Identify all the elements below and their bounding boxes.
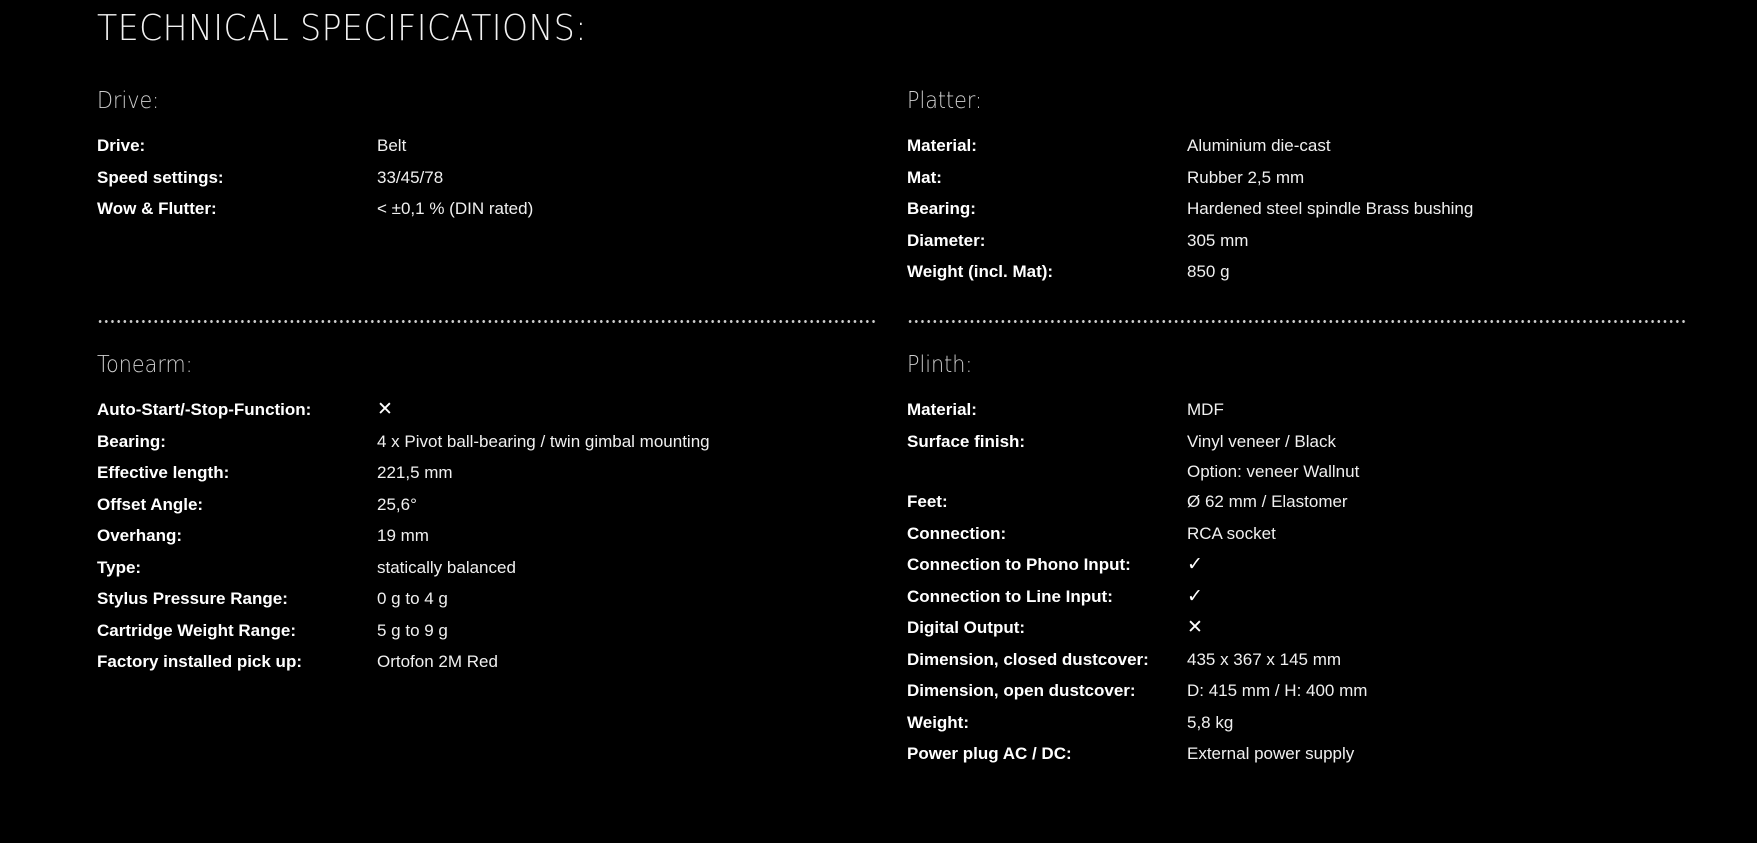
dotted-divider-right	[907, 320, 1687, 323]
spec-value: Ø 62 mm / Elastomer	[1187, 492, 1348, 511]
spec-row-surface-finish	[907, 426, 1697, 487]
spec-value: 5 g to 9 g	[377, 620, 448, 640]
spec-row-cartridge-weight-range	[97, 615, 887, 647]
spec-label: Wow & Flutter:	[97, 199, 217, 218]
section-heading-platter: Platter:	[907, 88, 983, 114]
spec-value-line-1: Vinyl veneer / Black	[1187, 431, 1336, 451]
spec-row-material	[907, 394, 1697, 426]
spec-label: Connection to Phono Input:	[907, 555, 1131, 574]
spec-row-connection	[907, 518, 1697, 550]
spec-value: 5,8 kg	[1187, 712, 1234, 732]
spec-row-auto-start-stop	[97, 394, 887, 426]
check-icon: ✓	[1187, 584, 1203, 607]
spec-value: External power supply	[1187, 744, 1355, 763]
spec-row-diameter	[907, 225, 1697, 257]
spec-row-weight-incl-mat	[907, 256, 1697, 288]
spec-row-speed-settings	[97, 162, 887, 194]
spec-label: Mat:	[907, 167, 942, 187]
spec-label: Cartridge Weight Range:	[97, 620, 296, 640]
spec-label: Weight (incl. Mat):	[907, 262, 1054, 281]
spec-label: Power plug AC / DC:	[907, 744, 1072, 763]
spec-value	[377, 394, 887, 426]
spec-label: Connection to Line Input:	[907, 586, 1113, 606]
spec-label: Connection:	[907, 523, 1007, 543]
plinth-section	[907, 352, 1697, 763]
tonearm-section	[97, 352, 887, 671]
spec-row-offset-angle	[97, 489, 887, 521]
spec-value: statically balanced	[377, 557, 516, 577]
spec-row-feet	[907, 486, 1697, 518]
section-heading-plinth: Plinth:	[907, 352, 973, 378]
spec-value: Rubber 2,5 mm	[1187, 167, 1305, 187]
spec-label: Feet:	[907, 492, 948, 511]
spec-row-connection-phono	[907, 549, 1697, 581]
spec-label: Drive:	[97, 136, 146, 155]
section-heading-drive: Drive:	[97, 88, 160, 114]
spec-row-weight	[907, 707, 1697, 739]
spec-value: 0 g to 4 g	[377, 589, 448, 608]
cross-icon: ✕	[1187, 616, 1203, 638]
spec-value	[1187, 581, 1697, 613]
spec-row-stylus-pressure-range	[97, 583, 887, 615]
spec-row-digital-output	[907, 612, 1697, 644]
spec-row-factory-pickup	[97, 646, 887, 678]
spec-label: Stylus Pressure Range:	[97, 589, 288, 608]
spec-row-drive	[97, 130, 887, 162]
spec-label: Speed settings:	[97, 167, 224, 187]
spec-value	[1187, 549, 1697, 581]
drive-spec-list	[97, 130, 887, 225]
spec-row-wow-flutter	[97, 193, 887, 225]
spec-row-power-plug	[907, 738, 1697, 770]
spec-value: MDF	[1187, 400, 1224, 419]
tonearm-spec-list	[97, 394, 887, 678]
dotted-divider-left	[97, 320, 877, 323]
platter-section	[907, 88, 1697, 281]
spec-value: Ortofon 2M Red	[377, 652, 498, 671]
spec-row-effective-length	[97, 457, 887, 489]
spec-value: < ±0,1 % (DIN rated)	[377, 199, 534, 218]
spec-value: 19 mm	[377, 526, 429, 545]
spec-row-dimension-closed	[907, 644, 1697, 676]
spec-value: Aluminium die-cast	[1187, 136, 1331, 155]
spec-row-bearing	[97, 426, 887, 458]
spec-label: Type:	[97, 557, 142, 577]
spec-value-line-2: Option: veneer Wallnut	[1187, 462, 1360, 481]
spec-value: 850 g	[1187, 262, 1230, 281]
spec-row-dimension-open	[907, 675, 1697, 707]
check-icon: ✓	[1187, 553, 1203, 575]
spec-row-overhang	[97, 520, 887, 552]
cross-icon: ✕	[377, 398, 393, 420]
spec-label: Material:	[907, 136, 977, 155]
plinth-spec-list	[907, 394, 1697, 770]
spec-label: Bearing:	[97, 431, 166, 451]
spec-label: Overhang:	[97, 526, 183, 545]
spec-value: 25,6°	[377, 494, 417, 514]
spec-label: Dimension, open dustcover:	[907, 681, 1136, 700]
spec-row-connection-line	[907, 581, 1697, 613]
spec-value: 33/45/78	[377, 167, 444, 187]
spec-row-type	[97, 552, 887, 584]
spec-value: 305 mm	[1187, 230, 1249, 250]
spec-label: Factory installed pick up:	[97, 652, 302, 671]
page-title: TECHNICAL SPECIFICATIONS:	[97, 8, 587, 49]
platter-spec-list	[907, 130, 1697, 288]
spec-row-mat	[907, 162, 1697, 194]
spec-value: Hardened steel spindle Brass bushing	[1187, 199, 1474, 218]
spec-label: Surface finish:	[907, 431, 1026, 451]
spec-label: Effective length:	[97, 463, 230, 482]
spec-label: Digital Output:	[907, 618, 1026, 637]
spec-row-bearing	[907, 193, 1697, 225]
spec-label: Dimension, closed dustcover:	[907, 649, 1149, 669]
spec-value	[1187, 426, 1697, 487]
section-heading-tonearm: Tonearm:	[97, 352, 193, 378]
spec-value: D: 415 mm / H: 400 mm	[1187, 681, 1368, 700]
spec-label: Material:	[907, 400, 977, 419]
spec-label: Offset Angle:	[97, 494, 204, 514]
spec-label: Auto-Start/-Stop-Function:	[97, 400, 312, 419]
spec-label: Bearing:	[907, 199, 976, 218]
spec-value: Belt	[377, 136, 407, 155]
spec-value: 435 x 367 x 145 mm	[1187, 649, 1342, 669]
spec-value	[1187, 612, 1697, 644]
spec-row-material	[907, 130, 1697, 162]
spec-label: Diameter:	[907, 230, 986, 250]
spec-value: 4 x Pivot ball-bearing / twin gimbal mounting	[377, 431, 710, 451]
spec-value: RCA socket	[1187, 523, 1276, 543]
spec-label: Weight:	[907, 712, 970, 732]
drive-section	[97, 88, 887, 218]
spec-value: 221,5 mm	[377, 463, 453, 482]
